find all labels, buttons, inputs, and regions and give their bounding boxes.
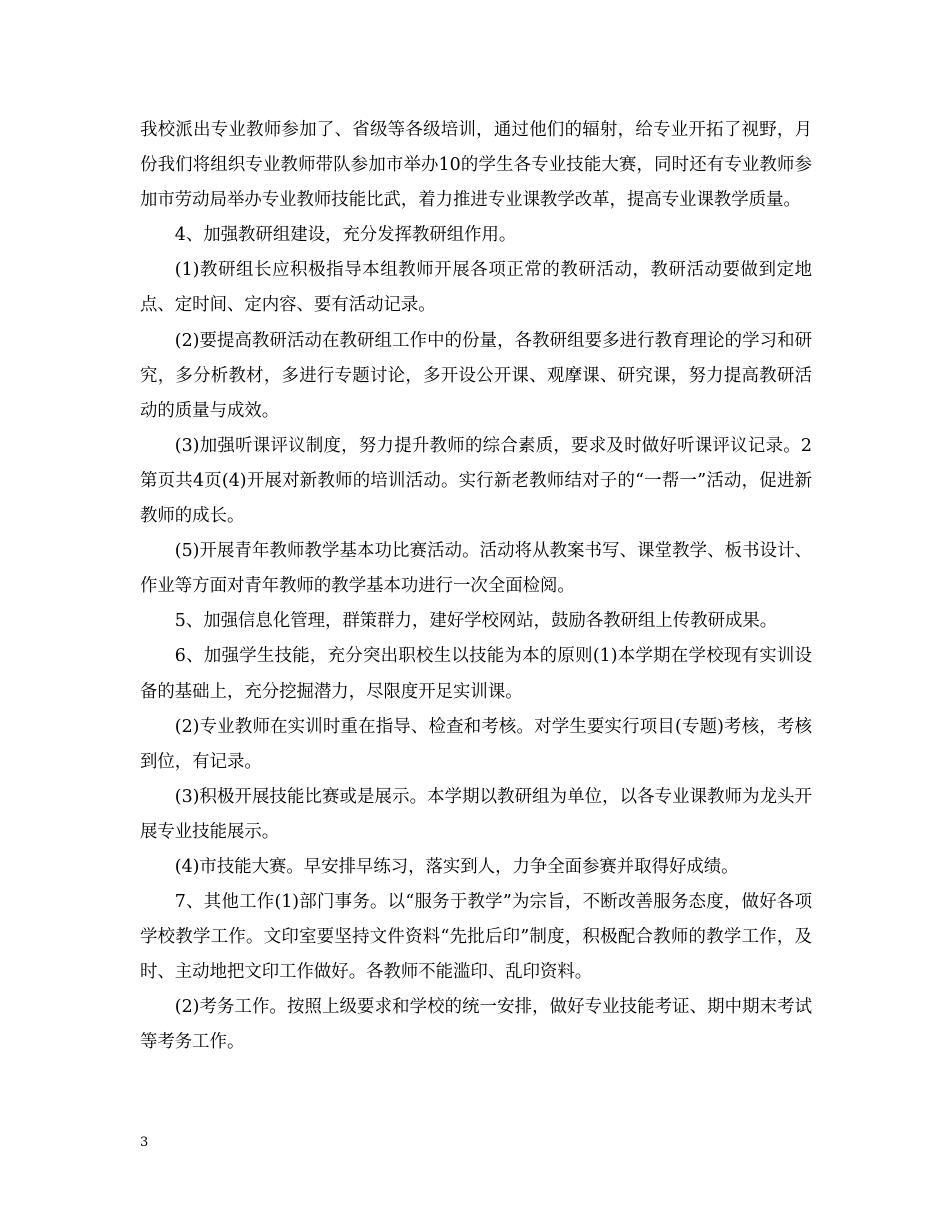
paragraph: (1)教研组长应积极指导本组教师开展各项正常的教研活动，教研活动要做到定地点、定时间、定内容、要有活动记录。 <box>140 260 812 316</box>
paragraph: (2)考务工作。按照上级要求和学校的统一安排，做好专业技能考证、期中期末考试等考务工作。 <box>140 997 812 1053</box>
paragraph: (2)专业教师在实训时重在指导、检查和考核。对学生要实行项目(专题)考核，考核到位，有记录。 <box>140 716 812 772</box>
page-number: 3 <box>140 1135 149 1150</box>
paragraph: (4)市技能大赛。早安排早练习，落实到人，力争全面参赛并取得好成绩。 <box>174 856 739 877</box>
paragraph: 6、加强学生技能，充分突出职校生以技能为本的原则(1)本学期在学校现有实训设备的基础上，充分挖掘潜力，尽限度开足实训课。 <box>140 646 812 702</box>
body-text <box>140 113 812 1061</box>
paragraph: (2)要提高教研活动在教研组工作中的份量，各教研组要多进行教育理论的学习和研究，多分析教材，多进行专题讨论，多开设公开课、观摩课、研究课，努力提高教研活动的质量与成效。 <box>140 330 812 421</box>
paragraph: 7、其他工作(1)部门事务。以“服务于教学”为宗旨，不断改善服务态度，做好各项学校教学工作。文印室要坚持文件资料“先批后印”制度，积极配合教师的教学工作，及时、主动地把文印工作做好。各教师不能滥印、乱印资料。 <box>140 892 812 983</box>
paragraph: (3)加强听课评议制度，努力提升教师的综合素质，要求及时做好听课评议记录。2第页共4页(4)开展对新教师的培训活动。实行新老教师结对子的“一帮一”活动，促进新教师的成长。 <box>140 435 812 527</box>
paragraph: (3)积极开展技能比赛或是展示。本学期以教研组为单位，以各专业课教师为龙头开展专业技能展示。 <box>140 786 812 842</box>
paragraph: 5、加强信息化管理，群策群力，建好学校网站，鼓励各教研组上传教研成果。 <box>174 611 778 632</box>
paragraph: 我校派出专业教师参加了、省级等各级培训，通过他们的辐射，给专业开拓了视野，月份我们将组织专业教师带队参加市举办10的学生各专业技能大赛，同时还有专业教师参加市劳动局举办专业教师技能比武，着力推进专业课教学改革，提高专业课教学质量。 <box>140 120 812 211</box>
paragraph: (5)开展青年教师教学基本功比赛活动。活动将从教案书写、课堂教学、板书设计、作业等方面对青年教师的教学基本功进行一次全面检阅。 <box>140 541 812 597</box>
paragraph: 4、加强教研组建设，充分发挥教研组作用。 <box>174 225 517 246</box>
